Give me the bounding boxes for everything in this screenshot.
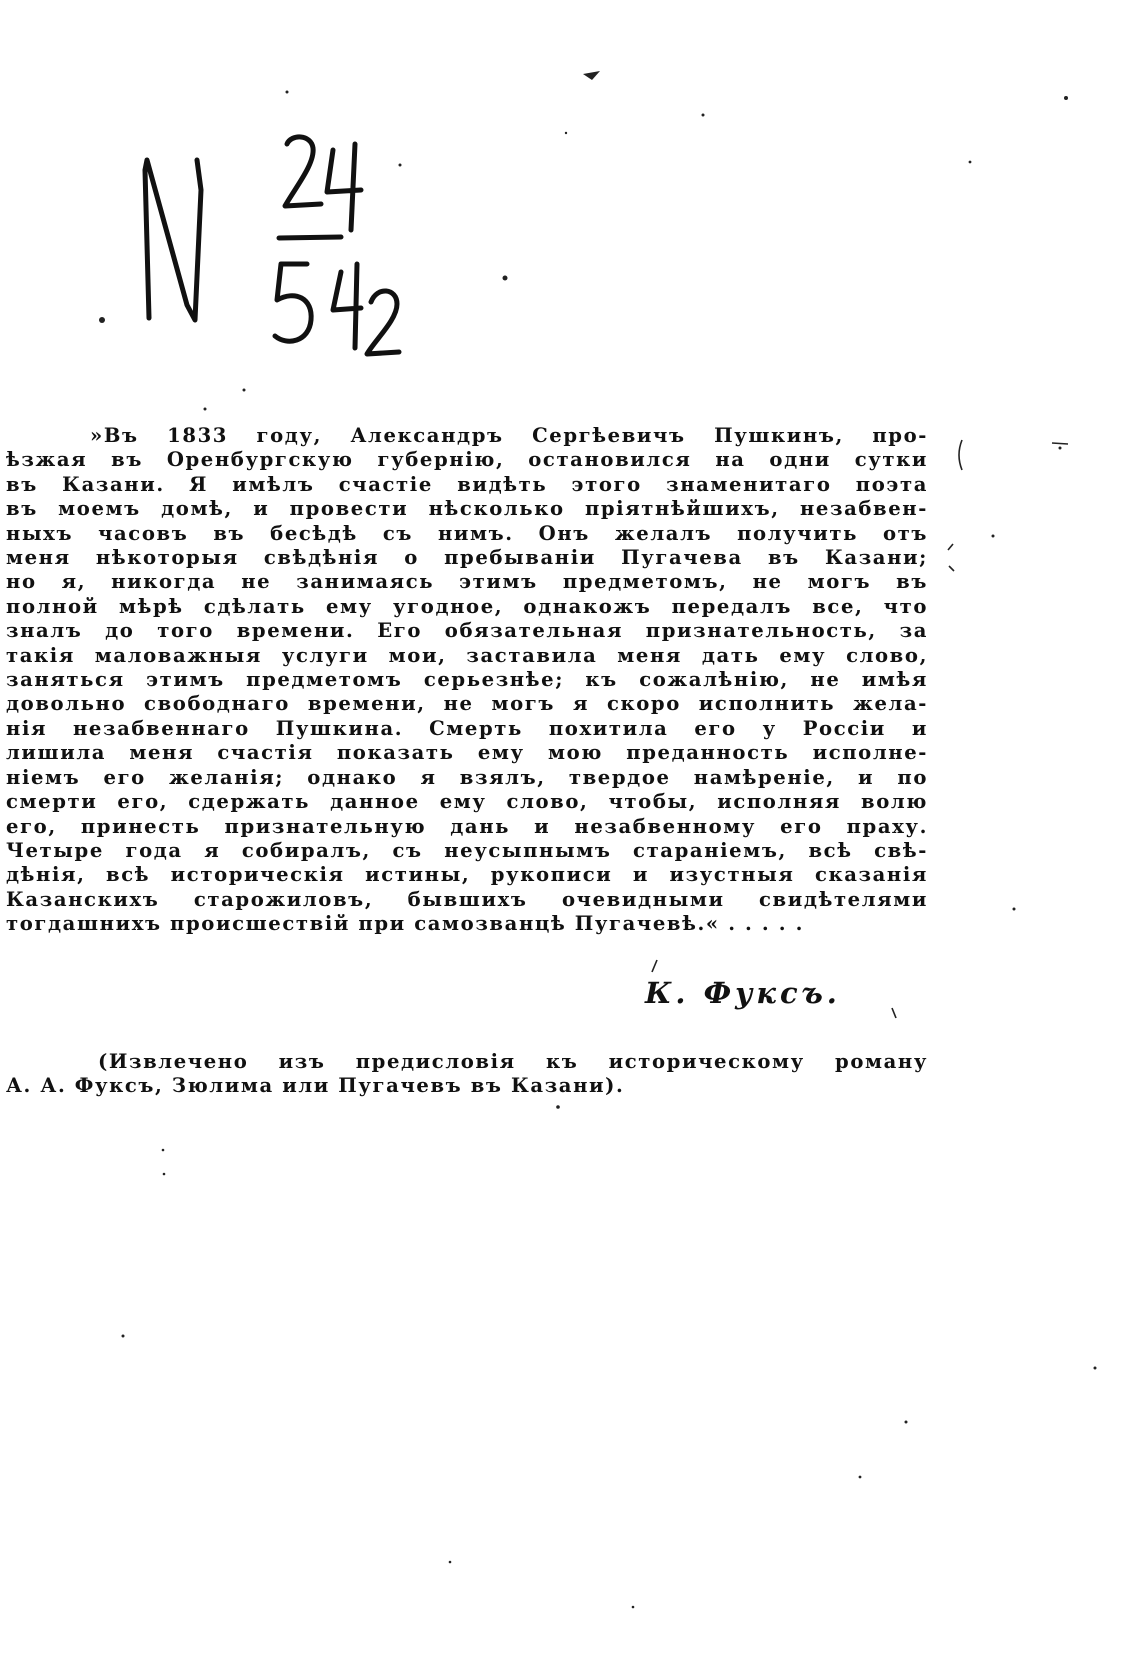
mark-letter xyxy=(435,130,436,131)
quote-line: нія незабвеннаго Пушкина. Смерть похитила его у Россіи и xyxy=(6,716,928,740)
quote-line: довольно свободнаго времени, не могъ я скоро исполнить жела- xyxy=(6,692,928,716)
quote-line: его, принесть признательную дань и незабвенному его праху. xyxy=(6,814,928,838)
quote-line: зналъ до того времени. Его обязательная признательность, за xyxy=(6,619,928,643)
source-line: (Извлечено изъ предисловія къ историческому роману xyxy=(98,1050,928,1073)
source-line: А. А. Фуксъ, Зюлима или Пугачевъ въ Казани). xyxy=(6,1074,625,1098)
quote-line: но я, никогда не занимаясь этимъ предметомъ, не могъ въ xyxy=(6,570,928,594)
handwritten-catalogue-mark xyxy=(135,130,435,390)
quote-line: Казанскихъ старожиловъ, бывшихъ очевидными свидѣтелями xyxy=(6,887,928,911)
signature: К. Фуксъ. xyxy=(645,976,841,1010)
quote-line: дѣнія, всѣ историческія истины, рукописи и изустныя сказанія xyxy=(6,863,928,887)
quote-line: тогдашнихъ происшествій при самозванцѣ Пугачевѣ.« . . . . . xyxy=(6,912,804,936)
mark-denominator xyxy=(435,130,436,131)
quote-line: смерти его, сдержать данное ему слово, чтобы, исполняя волю xyxy=(6,790,928,814)
quote-line: лишила меня счастія показать ему мою преданность исполне- xyxy=(6,741,928,765)
quote-line: заняться этимъ предметомъ серьезнѣе; къ сожалѣнію, не имѣя xyxy=(6,668,928,692)
handwritten-mark-drawing xyxy=(135,130,435,390)
source-note xyxy=(6,1050,928,1099)
quote-line: такія маловажныя услуги мои, заставила меня дать ему слово, xyxy=(6,643,928,667)
quote-line: ѣзжая въ Оренбургскую губернію, остановился на одни сутки xyxy=(6,448,928,472)
quote-line: въ моемъ домѣ, и провести нѣсколько пріятнѣйшихъ, незабвен- xyxy=(6,497,928,521)
quote-line: »Въ 1833 году, Александръ Сергѣевичъ Пушкинъ, про- xyxy=(90,424,928,447)
quote-line: въ Казани. Я имѣлъ счастіе видѣть этого знаменитаго поэта xyxy=(6,472,928,496)
quote-paragraph xyxy=(6,424,928,937)
quote-line: меня нѣкоторыя свѣдѣнія о пребываніи Пугачева въ Казани; xyxy=(6,546,928,570)
quote-line: полной мѣрѣ сдѣлать ему угодное, однакожъ передалъ все, что xyxy=(6,594,928,618)
mark-numerator xyxy=(435,130,436,131)
quote-line: ныхъ часовъ въ бесѣдѣ съ нимъ. Онъ желалъ получить отъ xyxy=(6,521,928,545)
quote-line: Четыре года я собиралъ, съ неусыпнымъ стараніемъ, всѣ свѣ- xyxy=(6,838,928,862)
quote-line: ніемъ его желанія; однако я взялъ, твердое намѣреніе, и по xyxy=(6,765,928,789)
